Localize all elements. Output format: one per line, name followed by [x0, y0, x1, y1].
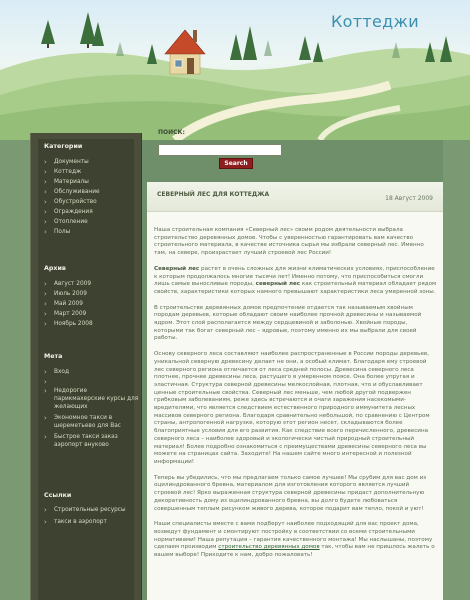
search-input[interactable]	[158, 144, 282, 156]
links-list	[44, 506, 139, 527]
archive-list	[44, 279, 139, 329]
post-paragraph: В строительстве деревянных домов предпочтение отдается так называемым хвойным породам деревьев, которые обладают своим наиболее прочной древесины и называемой ядром. Этот слой располагается между сердцевиной и заболонью. Хвойные породы, которыми так богат северный лес – ядровые, поэтому именно их мы выбрали для своей работы.	[154, 304, 422, 342]
login-link[interactable]: › Вход	[44, 367, 139, 377]
blogroll-link[interactable]: › Строительные ресурсы	[44, 506, 139, 514]
category-link[interactable]: › Полы	[44, 227, 139, 237]
meta-title: Мета	[44, 353, 63, 360]
post-paragraph	[154, 521, 438, 560]
category-link[interactable]: › Материалы	[44, 177, 139, 187]
archive-widget	[44, 265, 139, 329]
post-text: растет в очень сложных для жизни климатических условиях, приспособление к которым продолжалось многие тысячи лет! Именно потому, что приспособиться смогли лишь самые выносливые породы,	[154, 265, 435, 288]
blogroll-link[interactable]: › такси в аэропорт	[44, 517, 139, 527]
archive-link[interactable]: › Август 2009	[44, 279, 139, 289]
categories-list	[44, 157, 139, 237]
bold-text: Северный лес	[154, 265, 200, 272]
archive-link[interactable]: › Май 2009	[44, 299, 139, 309]
post-paragraph: Основу северного леса составляют наиболее распространенные в России породы деревьев, уникальной северную древесину делает не они, а особый климат. Благодаря ему строевой лес северного региона отличается от леса средней полосы. Древесина северного леса плотнее, прочнее древесины леса, растущего в умеренном поясе. Она более упругая и эластичная. Структура северной древесины мелкослойная, плотная, что и обуславливает ценные строительные свойства. Северный лес меньше, чем любой другой подвержен грибковым заболеваниям, реже здесь встречаются и очаги заражения насекомыми-вредителями, что является следствием естественного природного иммунитета лесных массивов северного региона. Благодаря сравнительно небольшой, по сравнению с Центром страны, антропогенной нагрузке, которую этот регион несет, складываются более благоприятные условия для его развития. Как следствие всего перечисленного, древесина северного леса – наиболее здоровый и экологически чистый природный строительный материал! Более подробно ознакомиться с преимуществами древесины северного леса вы можете на страницах сайта. Заходите! На нашем сайте много интересной и полезной информации!	[154, 351, 430, 465]
header-landscape	[0, 0, 470, 140]
post-paragraph: Теперь вы убедились, что мы предлагаем только самое лучшее! Мы срубим для вас дом из оцилиндрованного бревна, материалом для изготовления которого является лучший строевой лес! Ярко выраженная структура северной древесины придаст дополнительную декоративность дому из оцилиндрованного бревна, вы долго будете любоваться совершенным теплым рисунком живого дерева, которое подарит вам тепло, покой и уют!	[154, 474, 427, 512]
search-label: ПОИСК:	[158, 129, 185, 136]
wooden-houses-link[interactable]: строительство деревянных домов	[218, 544, 320, 551]
category-link[interactable]: › Ограждения	[44, 207, 139, 217]
meta-empty-link[interactable]	[44, 377, 139, 387]
post-title[interactable]: СЕВЕРНЫЙ ЛЕС ДЛЯ КОТТЕДЖА	[157, 191, 270, 198]
post-text: как строительный материал обладает рядом свойств, характеристики которых намного превышают характеристики леса умеренной зоны.	[154, 281, 437, 295]
sponsor-link[interactable]: › Недорогие парикмахерские курсы для желающих	[44, 387, 139, 411]
site-title[interactable]: Коттеджи	[331, 12, 419, 31]
category-link[interactable]: › Коттедж	[44, 167, 139, 177]
post-content	[154, 227, 438, 568]
category-link[interactable]: › Документы	[44, 157, 139, 167]
meta-widget	[44, 353, 139, 452]
sponsor-link[interactable]: › Экономное такси в шереметьево для Вас	[44, 414, 139, 430]
meta-list	[44, 367, 139, 449]
search-form	[145, 120, 445, 182]
archive-link[interactable]: › Июль 2009	[44, 289, 139, 299]
post-paragraph	[154, 266, 438, 297]
post-text: так, чтобы вам не пришлось жалеть о вашем выборе! Приходите к нам, добро пожаловать!	[154, 544, 435, 559]
category-link[interactable]: › Обустройство	[44, 197, 139, 207]
archive-title: Архив	[44, 265, 66, 272]
category-link[interactable]: › Отопление	[44, 217, 139, 227]
post-paragraph: Наша строительная компания «Северный лес» своим родом деятельности выбрала строительство деревянных домов. Чтобы с уверенностью гарантировать вам качество строительного материала, в качестве источника сырья мы избрали северный лес. Именно там, на севере, произрастает лучший строевой лес России!	[154, 227, 424, 257]
links-widget	[44, 492, 139, 527]
post-header	[147, 182, 443, 212]
search-button[interactable]: Search	[219, 158, 253, 169]
right-background	[443, 140, 470, 600]
post	[147, 182, 443, 600]
post-date: 18 Август 2009	[385, 195, 433, 202]
archive-link[interactable]: › Ноябрь 2008	[44, 319, 139, 329]
post-text: Наши специалисты вместе с вами подберут наиболее подходящий для вас проект дома, возведут фундамент и смонтируют постройку в соответствии со всеми строительными нормативами! Наша репутация – гарантия качественного монтажа! Мы наслышаны, поэтому сделаем производим	[154, 521, 433, 551]
archive-link[interactable]: › Март 2009	[44, 309, 139, 319]
bold-text: северный лес	[255, 281, 301, 288]
cottage-icon	[165, 30, 205, 74]
category-link[interactable]: › Обслуживание	[44, 187, 139, 197]
categories-widget	[44, 143, 139, 237]
links-title: Ссылки	[44, 492, 72, 499]
left-background	[0, 140, 30, 600]
categories-title: Категории	[44, 143, 83, 150]
sponsor-link[interactable]: › Быстрое такси заказ аэропорт внуково	[44, 433, 139, 449]
